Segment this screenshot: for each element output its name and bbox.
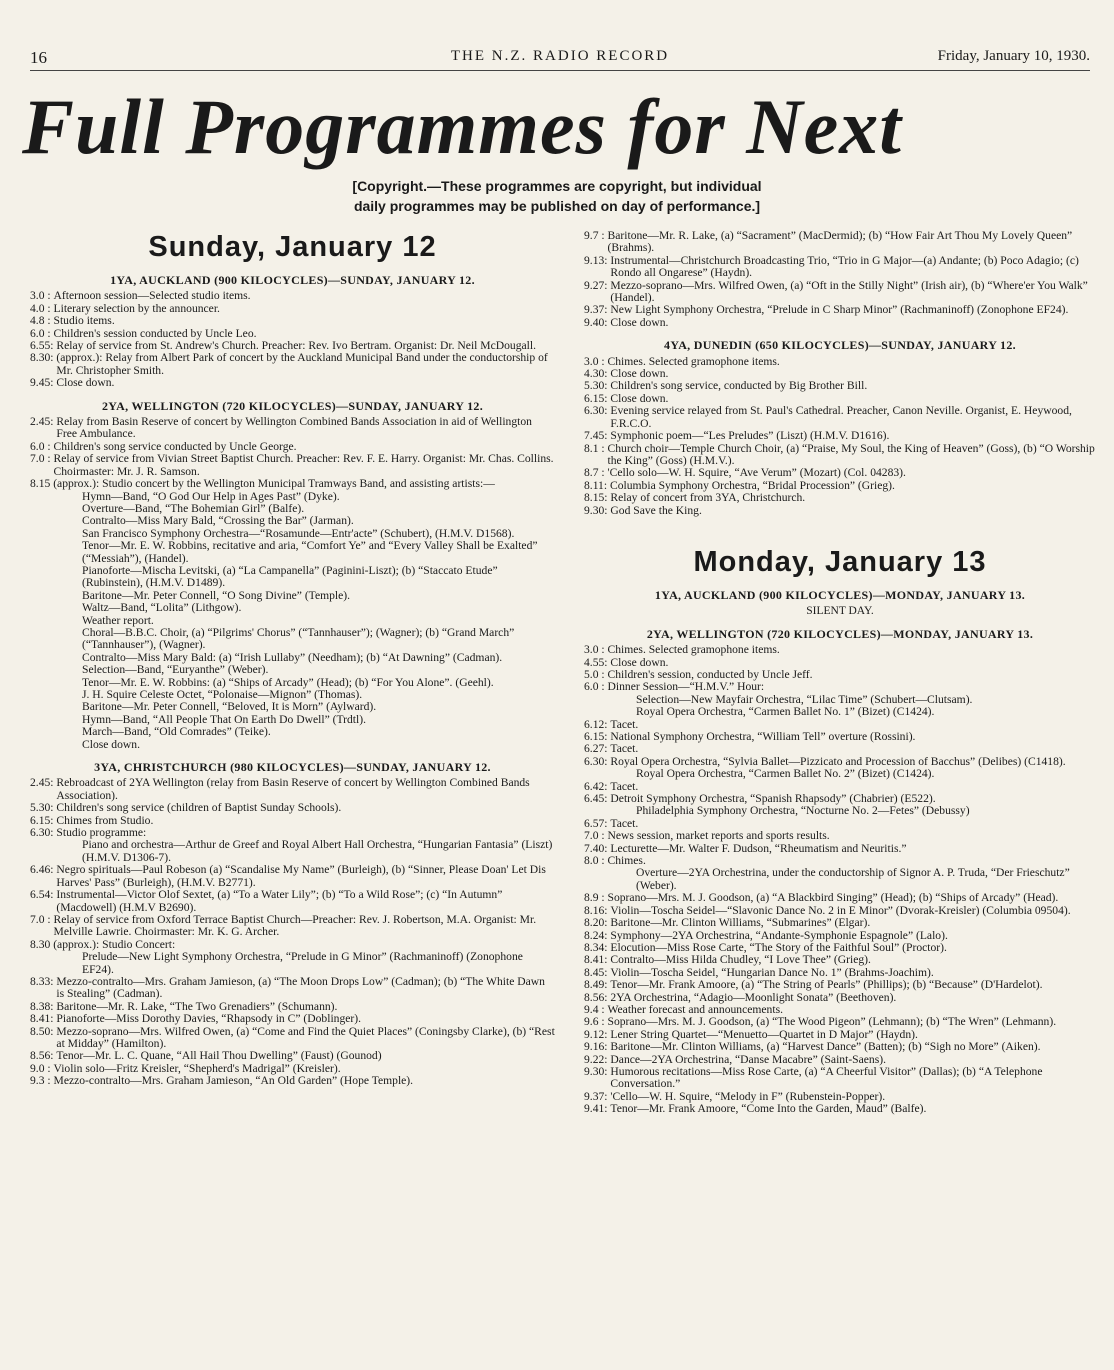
list-item: 8.15: Relay of concert from 3YA, Christchurch. <box>584 491 806 505</box>
sub-item: March—Band, “Old Comrades” (Teike). <box>82 725 271 739</box>
list-item: 6.0 : Children's song service conducted by Uncle George. <box>30 439 297 453</box>
list-item: 9.41: Tenor—Mr. Frank Amoore, “Come Into the Garden, Maud” (Balfe). <box>584 1102 927 1116</box>
station-heading-4ya-sunday: 4YA, DUNEDIN (650 KILOCYCLES)—SUNDAY, JANUARY 12. <box>664 338 1016 353</box>
list-item: 8.1 : Church choir—Temple Church Choir, (a) “Praise, My Soul, the King of Heaven” (Goss), (b) “O Worship the King” (Goss) (H.M.V.). <box>584 441 1095 467</box>
station-heading-1ya-sunday: 1YA, AUCKLAND (900 KILOCYCLES)—SUNDAY, JANUARY 12. <box>110 273 475 287</box>
list-item: 9.3 : Mezzo-contralto—Mrs. Graham Jamieson, “An Old Garden” (Hope Temple). <box>30 1074 414 1088</box>
list-item: 9.16: Baritone—Mr. Clinton Williams, (a) “Harvest Dance” (Batten); (b) “Sigh no More” (Aiken). <box>584 1040 1041 1054</box>
list-item: 4.30: Close down. <box>584 367 669 381</box>
list-item: 9.37: 'Cello—W. H. Squire, “Melody in F” (Rubenstein-Popper). <box>584 1089 886 1103</box>
list-item: 8.56: 2YA Orchestrina, “Adagio—Moonlight Sonata” (Beethoven). <box>584 990 897 1004</box>
copyright-notice: [Copyright.—These programmes are copyright, but individual daily programmes may be published on day of performance.] <box>352 178 762 214</box>
list-item: 3.0 : Chimes. Selected gramophone items. <box>584 643 780 657</box>
sub-item: Baritone—Mr. Peter Connell, “Beloved, It is Morn” (Aylward). <box>82 700 377 714</box>
day-title-monday: Monday, January 13 <box>693 545 987 578</box>
list-item: 9.13: Instrumental—Christchurch Broadcasting Trio, “Trio in G Major—(a) Andante; (b) Poco Adagio; (c) Rondo all Ongarese” (Haydn). <box>584 253 1079 280</box>
list-item: 7.0 : Relay of service from Vivian Street Baptist Church. Preacher: Rev. F. E. Harry. Organist: Mr. Chas. Collins. Choirmaster: Mr. J. R. Samson. <box>30 452 554 478</box>
day-title-sunday: Sunday, January 12 <box>148 231 437 263</box>
list-item: 6.15: National Symphony Orchestra, “William Tell” overture (Rossini). <box>584 730 916 743</box>
list-item: 6.27: Tacet. <box>584 742 639 756</box>
list-item: 6.15: Close down. <box>584 391 669 405</box>
list-item: 9.30: Humorous recitations—Miss Rose Carte, (a) “A Cheerful Visitor” (Dallas); (b) “A Telephone Conversation.” <box>584 1064 1043 1091</box>
sub-item: Piano and orchestra—Arthur de Greef and Royal Albert Hall Orchestra, “Hungarian Fantasia” (Liszt) (H.M.V. D1306-7). <box>82 838 553 864</box>
sub-item: Tenor—Mr. E. W. Robbins, recitative and aria, “Comfort Ye” and “Every Valley Shall be Exalted” (“Messiah”), (Handel). <box>82 539 538 565</box>
list-item: 8.49: Tenor—Mr. Frank Amoore, (a) “The String of Pearls” (Phillips); (b) “Because” (D'Hardelot). <box>584 978 1043 992</box>
list-item: 4.0 : Literary selection by the announcer. <box>30 301 220 315</box>
programme-list-4ya-sunday <box>584 356 1096 517</box>
list-item: 2.45: Relay from Basin Reserve of concert by Wellington Combined Bands Association in aid of Wellington Free Ambulance. <box>30 415 532 441</box>
list-item: 6.0 : Dinner Session—“H.M.V.” Hour: <box>584 680 765 694</box>
sub-item: Weather report. <box>82 613 154 627</box>
publication-name: THE N.Z. RADIO RECORD <box>450 48 670 64</box>
sub-item: Waltz—Band, “Lolita” (Lithgow). <box>82 601 242 615</box>
list-item: 6.54: Instrumental—Victor Olof Sextet, (a) “To a Water Lily”; (b) “To a Wild Rose”; (c) “In Autumn” (Macdowell) (H.M.V B2690). <box>30 888 503 914</box>
list-item: 6.30: Evening service relayed from St. Paul's Cathedral. Preacher, Canon Neville. Organist, E. Heywood, F.R.C.O. <box>584 404 1072 430</box>
list-item: 8.41: Pianoforte—Miss Dorothy Davies, “Rhapsody in C” (Doblinger). <box>30 1012 362 1026</box>
sub-item: Hymn—Band, “O God Our Help in Ages Past” (Dyke). <box>82 489 340 503</box>
sub-item: Royal Opera Orchestra, “Carmen Ballet No. 2” (Bizet) (C1424). <box>636 767 935 781</box>
list-item: 8.30: (approx.): Relay from Albert Park of concert by the Auckland Municipal Band under the conductorship of Mr. Christopher Smith. <box>30 351 548 377</box>
list-item: 9.6 : Soprano—Mrs. M. J. Goodson, (a) “The Wood Pigeon” (Lehmann); (b) “The Wren” (Lehmann). <box>584 1015 1057 1029</box>
sub-item: Tenor—Mr. E. W. Robbins: (a) “Ships of Arcady” (Head); (b) “For You Alone”. (Geehl). <box>82 675 494 689</box>
silent-day-note: SILENT DAY. <box>806 605 874 618</box>
issue-date: Friday, January 10, 1930. <box>937 48 1090 64</box>
header-rule <box>30 70 1090 71</box>
list-item: 7.45: Symphonic poem—“Les Preludes” (Liszt) (H.M.V. D1616). <box>584 429 890 443</box>
list-item: 9.45: Close down. <box>30 376 115 390</box>
list-item: 8.33: Mezzo-contralto—Mrs. Graham Jamieson, (a) “The Moon Drops Low” (Cadman); (b) “The White Dawn is Stealing” (Cadman). <box>30 974 545 1001</box>
sub-item: Choral—B.B.C. Choir, (a) “Pilgrims' Chorus” (“Tannhauser”); (Wagner); (b) “Grand March” (“Tannhauser”), (Wagner). <box>82 625 515 652</box>
sub-item: Overture—2YA Orchestrina, under the conductorship of Signor A. P. Truda, “Der Frieschutz” (Weber). <box>636 866 1070 892</box>
station-heading-2ya-sunday: 2YA, WELLINGTON (720 KILOCYCLES)—SUNDAY, JANUARY 12. <box>101 398 484 413</box>
list-item: 8.11: Columbia Symphony Orchestra, “Bridal Procession” (Grieg). <box>584 478 895 492</box>
list-item: 9.4 : Weather forecast and announcements. <box>584 1002 783 1016</box>
sub-item: Philadelphia Symphony Orchestra, “Nocturne No. 2—Fetes” (Debussy) <box>636 804 970 818</box>
list-item: 5.30: Children's song service (children of Baptist Sunday Schools). <box>30 801 342 815</box>
station-heading-1ya-monday: 1YA, AUCKLAND (900 KILOCYCLES)—MONDAY, JANUARY 13. <box>654 587 1026 602</box>
list-item: 7.0 : Relay of service from Oxford Terrace Baptist Church—Preacher: Rev. J. Robertson, M.A. Organist: Mr. Melville Lawrie. Choirmaster: Mr. K. G. Archer. <box>30 912 537 939</box>
list-item: 8.0 : Chimes. <box>584 854 646 868</box>
list-item: 6.42: Tacet. <box>584 779 639 793</box>
sub-item: Baritone—Mr. Peter Connell, “O Song Divine” (Temple). <box>82 588 351 602</box>
list-item: 6.57: Tacet. <box>584 816 639 830</box>
list-item: 8.24: Symphony—2YA Orchestrina, “Andante-Symphonie Espagnole” (Lalo). <box>584 928 948 942</box>
list-item: 6.30: Royal Opera Orchestra, “Sylvia Ballet—Pizzicato and Procession of Bacchus” (Delibes) (C1418). <box>584 754 1066 768</box>
list-item: 6.15: Chimes from Studio. <box>30 813 154 827</box>
sub-item: Contralto—Miss Mary Bald: (a) “Irish Lullaby” (Needham); (b) “At Dawning” (Cadman). <box>82 650 503 664</box>
list-item: 8.30 (approx.): Studio Concert: <box>30 937 176 951</box>
list-item: 9.0 : Violin solo—Fritz Kreisler, “Shepherd's Madrigal” (Kreisler). <box>30 1061 341 1075</box>
list-item: 3.0 : Afternoon session—Selected studio items. <box>30 289 251 303</box>
list-item: 6.30: Studio programme: <box>30 826 147 840</box>
list-item: 5.0 : Children's session, conducted by Uncle Jeff. <box>584 667 813 681</box>
list-item: 8.9 : Soprano—Mrs. M. J. Goodson, (a) “A Blackbird Singing” (Head); (b) “Ships of Arcady” (Head). <box>584 891 1059 905</box>
list-item: 4.8 : Studio items. <box>30 314 115 328</box>
left-column <box>30 224 555 1364</box>
page-number: 16 <box>30 48 47 67</box>
list-item: 8.20: Baritone—Mr. Clinton Williams, “Submarines” (Elgar). <box>584 916 871 930</box>
list-item: 5.30: Children's song service, conducted by Big Brother Bill. <box>584 379 868 393</box>
list-item: 6.55: Relay of service from St. Andrew's Church. Preacher: Rev. Ivo Bertram. Organist: Dr. Neil McDougall. <box>30 339 536 353</box>
station-heading-3ya-sunday: 3YA, CHRISTCHURCH (980 KILOCYCLES)—SUNDAY, JANUARY 12. <box>94 760 491 775</box>
programme-list-2ya-monday <box>584 644 1096 1115</box>
list-item: 8.38: Baritone—Mr. R. Lake, “The Two Grenadiers” (Schumann). <box>30 999 338 1013</box>
list-item: 9.27: Mezzo-soprano—Mrs. Wilfred Owen, (a) “Oft in the Stilly Night” (Irish air), (b) “Where'er You Walk” (Handel). <box>584 278 1088 305</box>
station-heading-2ya-monday: 2YA, WELLINGTON (720 KILOCYCLES)—MONDAY, JANUARY 13. <box>646 626 1034 641</box>
programme-list-3ya-sunday <box>30 777 555 1087</box>
list-item: 2.45: Rebroadcast of 2YA Wellington (relay from Basin Reserve of concert by Wellington Combined Bands Association). <box>30 776 530 802</box>
sub-item: Contralto—Miss Mary Bald, “Crossing the Bar” (Jarman). <box>82 514 354 528</box>
sub-item: Hymn—Band, “All People That On Earth Do Dwell” (Trdtl). <box>82 712 367 726</box>
list-item: 6.0 : Children's session conducted by Uncle Leo. <box>30 326 257 340</box>
sub-item: Royal Opera Orchestra, “Carmen Ballet No. 1” (Bizet) (C1424). <box>636 705 935 719</box>
sub-item: Selection—Band, “Euryanthe” (Weber). <box>82 663 269 677</box>
list-item: 4.55: Close down. <box>584 655 669 669</box>
sub-item: Pianoforte—Mischa Levitski, (a) “La Campanella” (Paginini-Liszt); (b) “Staccato Etude” (Rubinstein), (H.M.V. D1489). <box>82 563 498 590</box>
list-item: 6.46: Negro spirituals—Paul Robeson (a) “Scandalise My Name” (Burleigh), (b) “Sinner, Please Doan' Let Dis Harves' Pass” (Burleigh), (H.M.V. B2771). <box>30 863 546 889</box>
sub-item: Overture—Band, “The Bohemian Girl” (Balfe). <box>82 501 305 515</box>
list-item: 9.12: Lener String Quartet—“Menuetto—Quartet in D Major” (Haydn). <box>584 1027 918 1041</box>
list-item: 8.56: Tenor—Mr. L. C. Quane, “All Hail Thou Dwelling” (Faust) (Gounod) <box>30 1049 382 1063</box>
sub-item: Selection—New Mayfair Orchestra, “Lilac Time” (Schubert—Clutsam). <box>636 692 973 706</box>
list-item: 8.15 (approx.): Studio concert by the Wellington Municipal Tramways Band, and assisting artists:— <box>30 477 495 491</box>
list-item: 9.7 : Baritone—Mr. R. Lake, (a) “Sacrament” (MacDermid); (b) “How Fair Art Thou My Lovely Queen” (Brahms). <box>584 230 1073 255</box>
list-item: 9.22: Dance—2YA Orchestrina, “Danse Macabre” (Saint-Saens). <box>584 1052 886 1066</box>
sub-item: Close down. <box>82 737 140 751</box>
list-item: 8.7 : 'Cello solo—W. H. Squire, “Ave Verum” (Mozart) (Col. 04283). <box>584 466 906 480</box>
list-item: 6.45: Detroit Symphony Orchestra, “Spanish Rhapsody” (Chabrier) (E522). <box>584 792 936 806</box>
list-item: 8.34: Elocution—Miss Rose Carte, “The Story of the Faithful Soul” (Proctor). <box>584 940 947 954</box>
programme-list-2ya-sunday <box>30 416 555 751</box>
right-column <box>584 230 1096 1370</box>
list-item: 7.0 : News session, market reports and sports results. <box>584 829 830 843</box>
list-item: 9.40: Close down. <box>584 315 669 329</box>
list-item: 9.37: New Light Symphony Orchestra, “Prelude in C Sharp Minor” (Rachmaninoff) (Zonophone EF24). <box>584 303 1069 317</box>
programme-list-3ya-sunday-continued <box>584 230 1096 329</box>
list-item: 8.16: Violin—Toscha Seidel—“Slavonic Dance No. 2 in E Minor” (Dvorak-Kreisler) (Columbia 09504). <box>584 903 1071 917</box>
list-item: 7.40: Lecturette—Mr. Walter F. Dudson, “Rheumatism and Neuritis.” <box>584 841 907 855</box>
sub-item: J. H. Squire Celeste Octet, “Polonaise—Mignon” (Thomas). <box>82 688 363 701</box>
list-item: 8.41: Contralto—Miss Hilda Chudley, “I Love Thee” (Grieg). <box>584 953 871 967</box>
list-item: 3.0 : Chimes. Selected gramophone items. <box>584 354 780 368</box>
list-item: 6.12: Tacet. <box>584 717 639 731</box>
sub-item: Prelude—New Light Symphony Orchestra, “Prelude in G Minor” (Rachmaninoff) (Zonophone EF24). <box>82 950 523 976</box>
programme-list-1ya-sunday <box>30 290 555 389</box>
list-item: 8.50: Mezzo-soprano—Mrs. Wilfred Owen, (a) “Come and Find the Quiet Places” (Coningsby Clarke), (b) “Rest at Midday” (Hamilton). <box>30 1024 555 1050</box>
list-item: 9.30: God Save the King. <box>584 503 702 517</box>
list-item: 8.45: Violin—Toscha Seidel, “Hungarian Dance No. 1” (Brahms-Joachim). <box>584 965 934 979</box>
sub-item: San Francisco Symphony Orchestra—“Rosamunde—Entr'acte” (Schubert), (H.M.V. D1568). <box>82 526 515 540</box>
